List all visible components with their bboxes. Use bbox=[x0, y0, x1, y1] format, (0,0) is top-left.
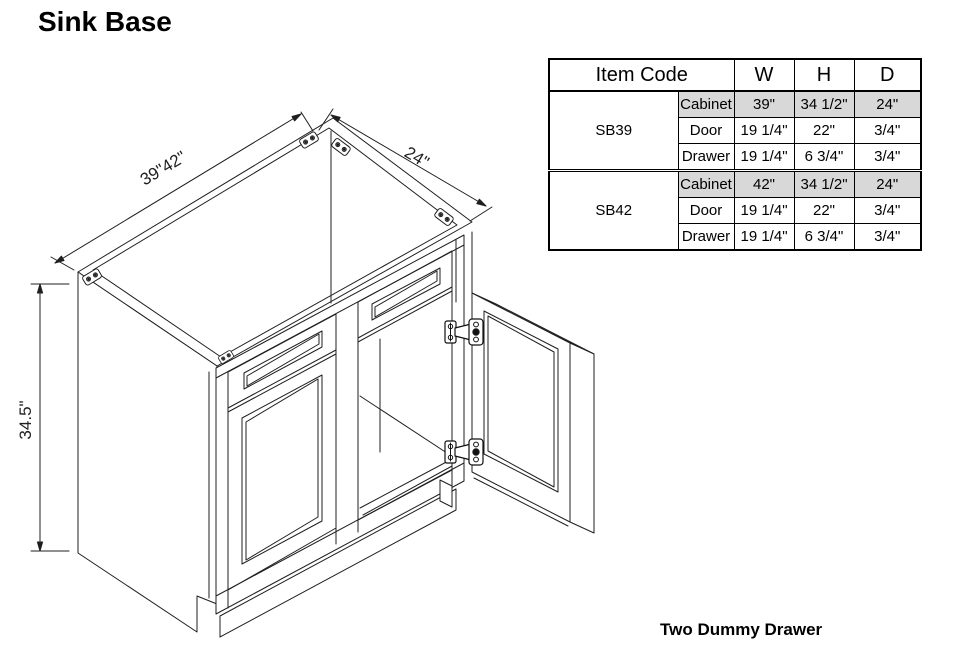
value-w: 19 1/4" bbox=[734, 118, 794, 144]
part-label: Drawer bbox=[678, 224, 734, 251]
depth-dimension-label: 24" bbox=[401, 142, 433, 172]
height-dimension bbox=[31, 284, 69, 551]
value-h: 22" bbox=[794, 118, 854, 144]
isometric-cabinet bbox=[78, 118, 594, 637]
page-title: Sink Base bbox=[38, 6, 172, 37]
value-h: 34 1/2" bbox=[794, 171, 854, 198]
value-d: 3/4" bbox=[854, 118, 921, 144]
value-d: 24" bbox=[854, 91, 921, 118]
part-label: Cabinet bbox=[678, 171, 734, 198]
value-d: 3/4" bbox=[854, 198, 921, 224]
item-code-sb42: SB42 bbox=[549, 171, 678, 251]
value-w: 42" bbox=[734, 171, 794, 198]
open-door-right bbox=[472, 293, 594, 533]
part-label: Door bbox=[678, 198, 734, 224]
drawing-caption: Two Dummy Drawer bbox=[660, 620, 823, 639]
part-label: Cabinet bbox=[678, 91, 734, 118]
value-d: 3/4" bbox=[854, 224, 921, 251]
value-h: 6 3/4" bbox=[794, 144, 854, 171]
table-row bbox=[549, 91, 921, 118]
header-item-code: Item Code bbox=[549, 59, 734, 91]
header-h: H bbox=[794, 59, 854, 91]
header-w: W bbox=[734, 59, 794, 91]
value-w: 19 1/4" bbox=[734, 144, 794, 171]
part-label: Drawer bbox=[678, 144, 734, 171]
value-w: 39" bbox=[734, 91, 794, 118]
value-h: 6 3/4" bbox=[794, 224, 854, 251]
part-label: Door bbox=[678, 118, 734, 144]
spec-table-header-row bbox=[549, 59, 921, 91]
item-code-sb39: SB39 bbox=[549, 91, 678, 171]
value-d: 24" bbox=[854, 171, 921, 198]
value-h: 34 1/2" bbox=[794, 91, 854, 118]
spec-table bbox=[548, 58, 922, 251]
header-d: D bbox=[854, 59, 921, 91]
width-dimension-label: 39"42" bbox=[136, 147, 190, 190]
value-h: 22" bbox=[794, 198, 854, 224]
height-dimension-label: 34.5" bbox=[16, 400, 35, 440]
value-w: 19 1/4" bbox=[734, 198, 794, 224]
table-row bbox=[549, 171, 921, 198]
value-d: 3/4" bbox=[854, 144, 921, 171]
value-w: 19 1/4" bbox=[734, 224, 794, 251]
